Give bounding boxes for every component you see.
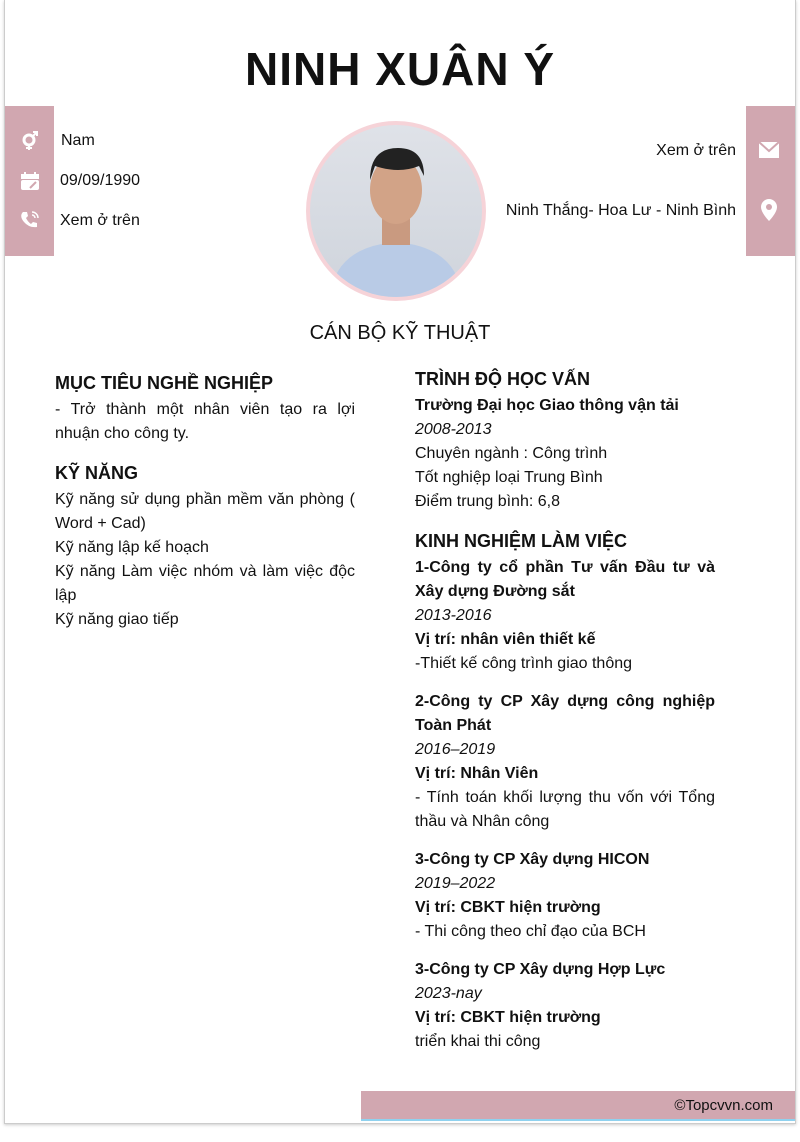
job-company: 1-Công ty cổ phần Tư vấn Đầu tư và Xây dựng Đường sắt	[415, 559, 715, 600]
experience-heading: KINH NGHIỆM LÀM VIỆC	[415, 531, 628, 551]
education-period: 2008-2013	[415, 421, 492, 438]
job-entry	[415, 958, 715, 1054]
skill-item: Kỹ năng giao tiếp	[55, 611, 179, 628]
education-line: Chuyên ngành : Công trình	[415, 445, 608, 462]
right-column	[415, 366, 715, 1054]
skill-item: Kỹ năng Làm việc nhóm và làm việc độc lập	[55, 563, 355, 604]
skill-item: Kỹ năng sử dụng phần mềm văn phòng ( Word + Cad)	[55, 491, 355, 532]
phone-text: Xem ở trên	[60, 212, 140, 229]
job-desc: triển khai thi công	[415, 1033, 541, 1050]
job-desc: -Thiết kế công trình giao thông	[415, 655, 633, 672]
gender-text: Nam	[61, 132, 95, 149]
education-line: Tốt nghiệp loại Trung Bình	[415, 469, 603, 486]
candidate-name: NINH XUÂN Ý	[244, 43, 556, 95]
gender-icon	[19, 130, 41, 152]
school-name: Trường Đại học Giao thông vận tải	[415, 397, 679, 414]
job-entry	[415, 690, 715, 834]
job-company: 3-Công ty CP Xây dựng Hợp Lực	[415, 961, 666, 978]
job-period: 2019–2022	[415, 875, 496, 892]
job-period: 2016–2019	[415, 741, 496, 758]
job-position: Vị trí: CBKT hiện trường	[415, 1009, 601, 1026]
job-desc: - Tính toán khối lượng thu vốn với Tổng thầu và Nhân công	[415, 789, 715, 830]
job-position: Vị trí: CBKT hiện trường	[415, 899, 601, 916]
email-icon	[758, 139, 780, 161]
right-info-bar	[746, 106, 795, 256]
job-desc: - Thi công theo chỉ đạo của BCH	[415, 923, 646, 940]
objective-text: - Trở thành một nhân viên tạo ra lợi nhuận cho công ty.	[55, 401, 355, 442]
phone-icon	[19, 209, 41, 231]
avatar	[306, 121, 486, 301]
objective-heading: MỤC TIÊU NGHỀ NGHIỆP	[55, 373, 274, 393]
location-icon	[758, 199, 780, 221]
job-title: CÁN BỘ KỸ THUẬT	[309, 322, 491, 344]
job-period: 2013-2016	[415, 607, 492, 624]
email-text: Xem ở trên	[656, 142, 736, 159]
job-company: 2-Công ty CP Xây dựng công nghiệp Toàn Phát	[415, 693, 715, 734]
footer-credit: ©Topcvvn.com	[361, 1091, 795, 1121]
skill-item: Kỹ năng lập kế hoạch	[55, 539, 209, 556]
education-heading: TRÌNH ĐỘ HỌC VẤN	[415, 369, 590, 389]
education-line: Điểm trung bình: 6,8	[415, 493, 560, 510]
skills-heading: KỸ NĂNG	[55, 463, 139, 483]
job-period: 2023-nay	[415, 985, 482, 1002]
job-entry	[415, 848, 715, 944]
left-column	[55, 370, 355, 632]
job-position: Vị trí: Nhân Viên	[415, 765, 539, 782]
job-company: 3-Công ty CP Xây dựng HICON	[415, 851, 650, 868]
address-text: Ninh Thắng- Hoa Lư - Ninh Bình	[505, 202, 736, 219]
job-entry	[415, 556, 715, 676]
calendar-icon	[19, 170, 41, 192]
birthdate-text: 09/09/1990	[60, 172, 141, 189]
job-position: Vị trí: nhân viên thiết kế	[415, 631, 596, 648]
